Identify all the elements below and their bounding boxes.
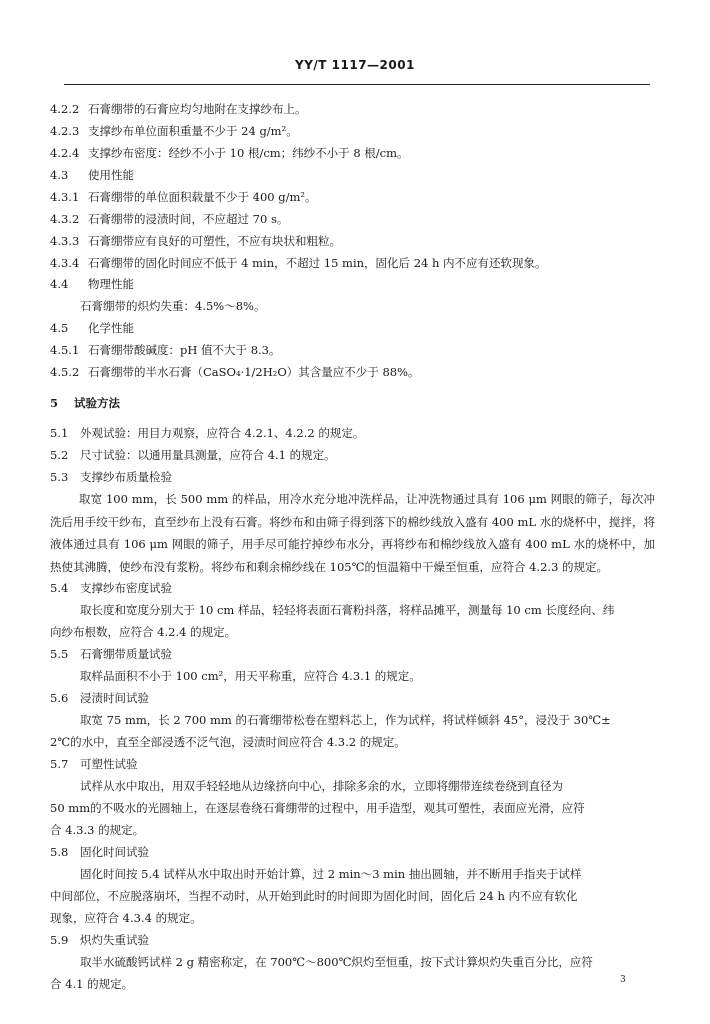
clause-text: 中间部位，不应脱落崩坏，当捏不动时，从开始到此时的时间即为固化时间，固化后 24 h 内不应有软化 [50, 889, 578, 903]
clause-text: 50 mm的不吸水的光圆轴上，在逐层卷绕石膏绷带的过程中，用手造型，观其可塑性，表面应光滑，应符 [50, 801, 585, 815]
clause-number: 4.3.2 [50, 212, 80, 226]
clause-text: 2℃的水中，直至全部浸透不泛气泡，浸渍时间应符合 4.3.2 的规定。 [50, 735, 406, 749]
clause-number: 5.3 [50, 470, 69, 484]
clause-5-7-body-2 [50, 801, 675, 815]
clause-4-5 [50, 321, 675, 335]
clause-5-8 [50, 845, 675, 859]
clause-text: 可塑性试验 [80, 757, 138, 771]
clause-number: 4.5.1 [50, 343, 80, 357]
clause-text: 石膏绷带酸碱度：pH 值不大于 8.3。 [88, 343, 281, 357]
clause-number: 4.3.1 [50, 190, 80, 204]
clause-text: 外观试验：用目力观察，应符合 4.2.1、4.2.2 的规定。 [80, 426, 365, 440]
clause-4-5-2 [50, 365, 675, 379]
clause-text: 取样品面积不小于 100 cm²，用天平称重，应符合 4.3.1 的规定。 [80, 669, 421, 683]
clause-5-8-body-1 [80, 867, 705, 881]
clause-number: 4.2.3 [50, 124, 80, 138]
clause-text: 石膏绷带应有良好的可塑性，不应有块状和粗粒。 [88, 234, 341, 248]
clause-text: 化学性能 [88, 321, 134, 335]
clause-text: 固化时间按 5.4 试样从水中取出时开始计算，过 2 min～3 min 抽出圆轴，并不断用手指夹于试样 [80, 867, 582, 881]
clause-5-6 [50, 691, 675, 705]
clause-text: 固化时间试验 [80, 845, 149, 859]
clause-5-4-body-1 [80, 603, 705, 617]
clause-number: 5.1 [50, 426, 69, 440]
clause-number: 4.2.2 [50, 102, 80, 116]
clause-number: 5.8 [50, 845, 69, 859]
clause-4-3 [50, 168, 675, 182]
clause-4-3-4 [50, 256, 675, 270]
clause-number: 5.9 [50, 933, 69, 947]
clause-text: 取半水硫酸钙试样 2 g 精密称定，在 700℃～800℃炽灼至恒重，按下式计算炽灼失重百分比，应符 [80, 955, 593, 969]
clause-text: 石膏绷带的炽灼失重：4.5%～8%。 [80, 299, 266, 313]
clause-text: 物理性能 [88, 277, 134, 291]
clause-number: 4.3.4 [50, 256, 80, 270]
clause-5-6-body-2 [50, 735, 675, 749]
clause-5-2 [50, 448, 675, 462]
clause-5-7-body-3 [50, 823, 675, 837]
clause-5-5-body [80, 669, 705, 683]
clause-text: 合 4.3.3 的规定。 [50, 823, 145, 837]
clause-5-4-body-2 [50, 625, 675, 639]
clause-text: 支撑纱布密度：经纱不小于 10 根/cm；纬纱不小于 8 根/cm。 [88, 146, 409, 160]
clause-text: 合 4.1 的规定。 [50, 977, 134, 991]
clause-number: 5.4 [50, 581, 69, 595]
section-5-heading [50, 396, 675, 410]
clause-text: 支撑纱布密度试验 [80, 581, 172, 595]
clause-number: 5.6 [50, 691, 69, 705]
clause-5-8-body-3 [50, 911, 675, 925]
clause-4-3-3 [50, 234, 675, 248]
clause-text: 使用性能 [88, 168, 134, 182]
clause-text: 炽灼失重试验 [80, 933, 149, 947]
clause-5-9 [50, 933, 675, 947]
clause-number: 4.3 [50, 168, 69, 182]
clause-5-9-body-2 [50, 977, 675, 991]
clause-text: 石膏绷带的单位面积载量不少于 400 g/m²。 [88, 190, 317, 204]
clause-text: 向纱布根数，应符合 4.2.4 的规定。 [50, 625, 237, 639]
clause-text: 试验方法 [74, 396, 120, 410]
clause-text: 石膏绷带的浸渍时间，不应超过 70 s。 [88, 212, 289, 226]
clause-5-8-body-2 [50, 889, 675, 903]
clause-text: 试样从水中取出，用双手轻轻地从边缘挤向中心，排除多余的水，立即将绷带连续卷绕到直径为 [80, 779, 563, 793]
clause-number: 4.5.2 [50, 365, 80, 379]
clause-text: 石膏绷带的半水石膏（CaSO₄·1/2H₂O）其含量应不少于 88%。 [88, 365, 420, 379]
clause-number: 5.2 [50, 448, 69, 462]
clause-4-2-2 [50, 102, 675, 116]
clause-number: 4.4 [50, 277, 69, 291]
clause-5-3 [50, 470, 675, 484]
clause-5-7-body-1 [80, 779, 705, 793]
clause-text: 支撑纱布质量检验 [80, 470, 172, 484]
clause-5-3-body: 取宽 100 mm，长 500 mm 的样品，用冷水充分地冲洗样品，让冲洗物通过具有 106 μm 网眼的筛子，每次冲洗后用手绞干纱布，直至纱布上没有石膏。将纱布和由筛子得到落下的棉纱线放入盛有 400 mL 水的烧杯中，搅拌，将液体通过具有 106 μm 网眼的筛子，用手尽可能拧掉纱布水分，再将纱布和棉纱线放入盛有 400 mL 水的烧杯中，加热使其沸腾，使纱布没有浆粉。将纱布和剩余棉纱线在 105℃的恒温箱中干燥至恒重，应符合 4.2.3 的规定。 [50, 492, 655, 574]
clause-text: 浸渍时间试验 [80, 691, 149, 705]
clause-number: 5 [50, 396, 59, 410]
clause-text: 石膏绷带的石膏应均匀地附在支撑纱布上。 [88, 102, 307, 116]
clause-4-5-1 [50, 343, 675, 357]
clause-5-6-body-1 [80, 713, 705, 727]
standard-code-header: YY/T 1117—2001 [295, 58, 415, 72]
header-rule [64, 84, 650, 85]
clause-text: 尺寸试验：以通用量具测量，应符合 4.1 的规定。 [80, 448, 336, 462]
clause-5-7 [50, 757, 675, 771]
clause-number: 5.7 [50, 757, 69, 771]
clause-4-2-3 [50, 124, 675, 138]
clause-4-3-1 [50, 190, 675, 204]
clause-text: 现象，应符合 4.3.4 的规定。 [50, 911, 202, 925]
clause-text: 石膏绷带的固化时间应不低于 4 min，不超过 15 min，固化后 24 h 内不应有还软现象。 [88, 256, 547, 270]
clause-5-9-body-1 [80, 955, 705, 969]
clause-4-4 [50, 277, 675, 291]
clause-number: 4.2.4 [50, 146, 80, 160]
clause-text: 取宽 75 mm，长 2 700 mm 的石膏绷带松卷在塑料芯上，作为试样，将试样倾斜 45°，浸没于 30℃± [80, 713, 611, 727]
clause-5-5 [50, 647, 675, 661]
clause-text: 取长度和宽度分别大于 10 cm 样品，轻轻将表面石膏粉抖落，将样品摊平，测量每 10 cm 长度经向、纬 [80, 603, 615, 617]
clause-number: 4.3.3 [50, 234, 80, 248]
clause-4-4-body [80, 299, 705, 313]
page-number: 3 [620, 975, 626, 985]
clause-text: 支撑纱布单位面积重量不少于 24 g/m²。 [88, 124, 298, 138]
clause-number: 5.5 [50, 647, 69, 661]
clause-5-4 [50, 581, 675, 595]
clause-number: 4.5 [50, 321, 69, 335]
clause-4-2-4 [50, 146, 675, 160]
clause-text: 石膏绷带质量试验 [80, 647, 172, 661]
clause-5-1 [50, 426, 675, 440]
clause-4-3-2 [50, 212, 675, 226]
